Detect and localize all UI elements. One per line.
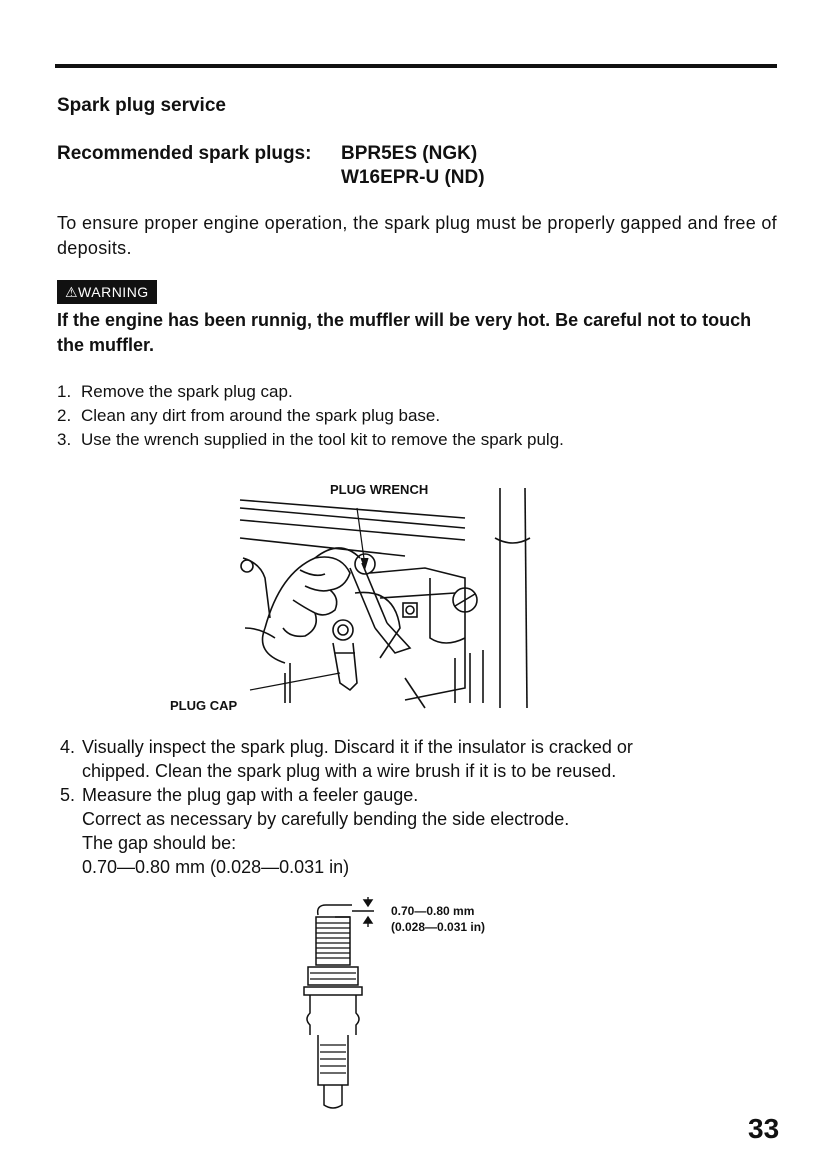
gap-label-mm: 0.70—0.80 mm bbox=[391, 904, 475, 918]
gap-spec: 0.70—0.80 mm (0.028—0.031 in) bbox=[82, 857, 350, 877]
step-text: Visually inspect the spark plug. Discard it if the insulator is cracked or bbox=[82, 737, 633, 757]
step-text-continued: The gap should be: bbox=[82, 833, 237, 853]
step-number: 5. bbox=[60, 785, 76, 805]
recommended-plug-nd: W16EPR-U (ND) bbox=[341, 167, 485, 188]
section-title: Spark plug service bbox=[57, 95, 226, 116]
step-text-continued: Correct as necessary by carefully bending the side electrode. bbox=[82, 809, 570, 829]
step-text-continued: chipped. Clean the spark plug with a wire brush if it is to be reused. bbox=[82, 761, 617, 781]
recommended-plug-ngk: BPR5ES (NGK) bbox=[341, 143, 478, 164]
warning-badge: ⚠WARNING bbox=[57, 280, 157, 304]
plug-cap-label: PLUG CAP bbox=[170, 698, 238, 713]
top-rule bbox=[55, 64, 777, 68]
step-text: Use the wrench supplied in the tool kit to remove the spark pulg. bbox=[81, 430, 564, 449]
plug-wrench-label: PLUG WRENCH bbox=[330, 482, 429, 497]
step-text: Remove the spark plug cap. bbox=[81, 382, 293, 401]
list-item bbox=[57, 428, 564, 452]
list-item bbox=[60, 783, 780, 807]
step-text: Measure the plug gap with a feeler gauge. bbox=[82, 785, 419, 805]
steps-list-part2 bbox=[60, 735, 780, 879]
recommended-label: Recommended spark plugs: bbox=[57, 143, 312, 164]
step-number: 4. bbox=[60, 737, 76, 757]
plug-wrench-illustration bbox=[165, 478, 555, 728]
spark-plug-gap-illustration bbox=[290, 895, 560, 1117]
list-item bbox=[60, 735, 780, 759]
list-item bbox=[57, 404, 564, 428]
page-number: 33 bbox=[748, 1113, 780, 1144]
list-item bbox=[57, 380, 564, 404]
step-number: 1. bbox=[57, 382, 72, 401]
warning-text: If the engine has been runnig, the muffler will be very hot. Be careful not to touch the muffler. bbox=[57, 310, 752, 355]
step-text: Clean any dirt from around the spark plug base. bbox=[81, 406, 441, 425]
steps-list-part1 bbox=[57, 380, 564, 452]
gap-label-in: (0.028—0.031 in) bbox=[391, 920, 486, 934]
step-number: 3. bbox=[57, 430, 72, 449]
intro-paragraph: To ensure proper engine operation, the spark plug must be properly gapped and free of deposits. bbox=[57, 213, 777, 258]
step-number: 2. bbox=[57, 406, 72, 425]
engine-wrench-drawing bbox=[165, 478, 555, 728]
